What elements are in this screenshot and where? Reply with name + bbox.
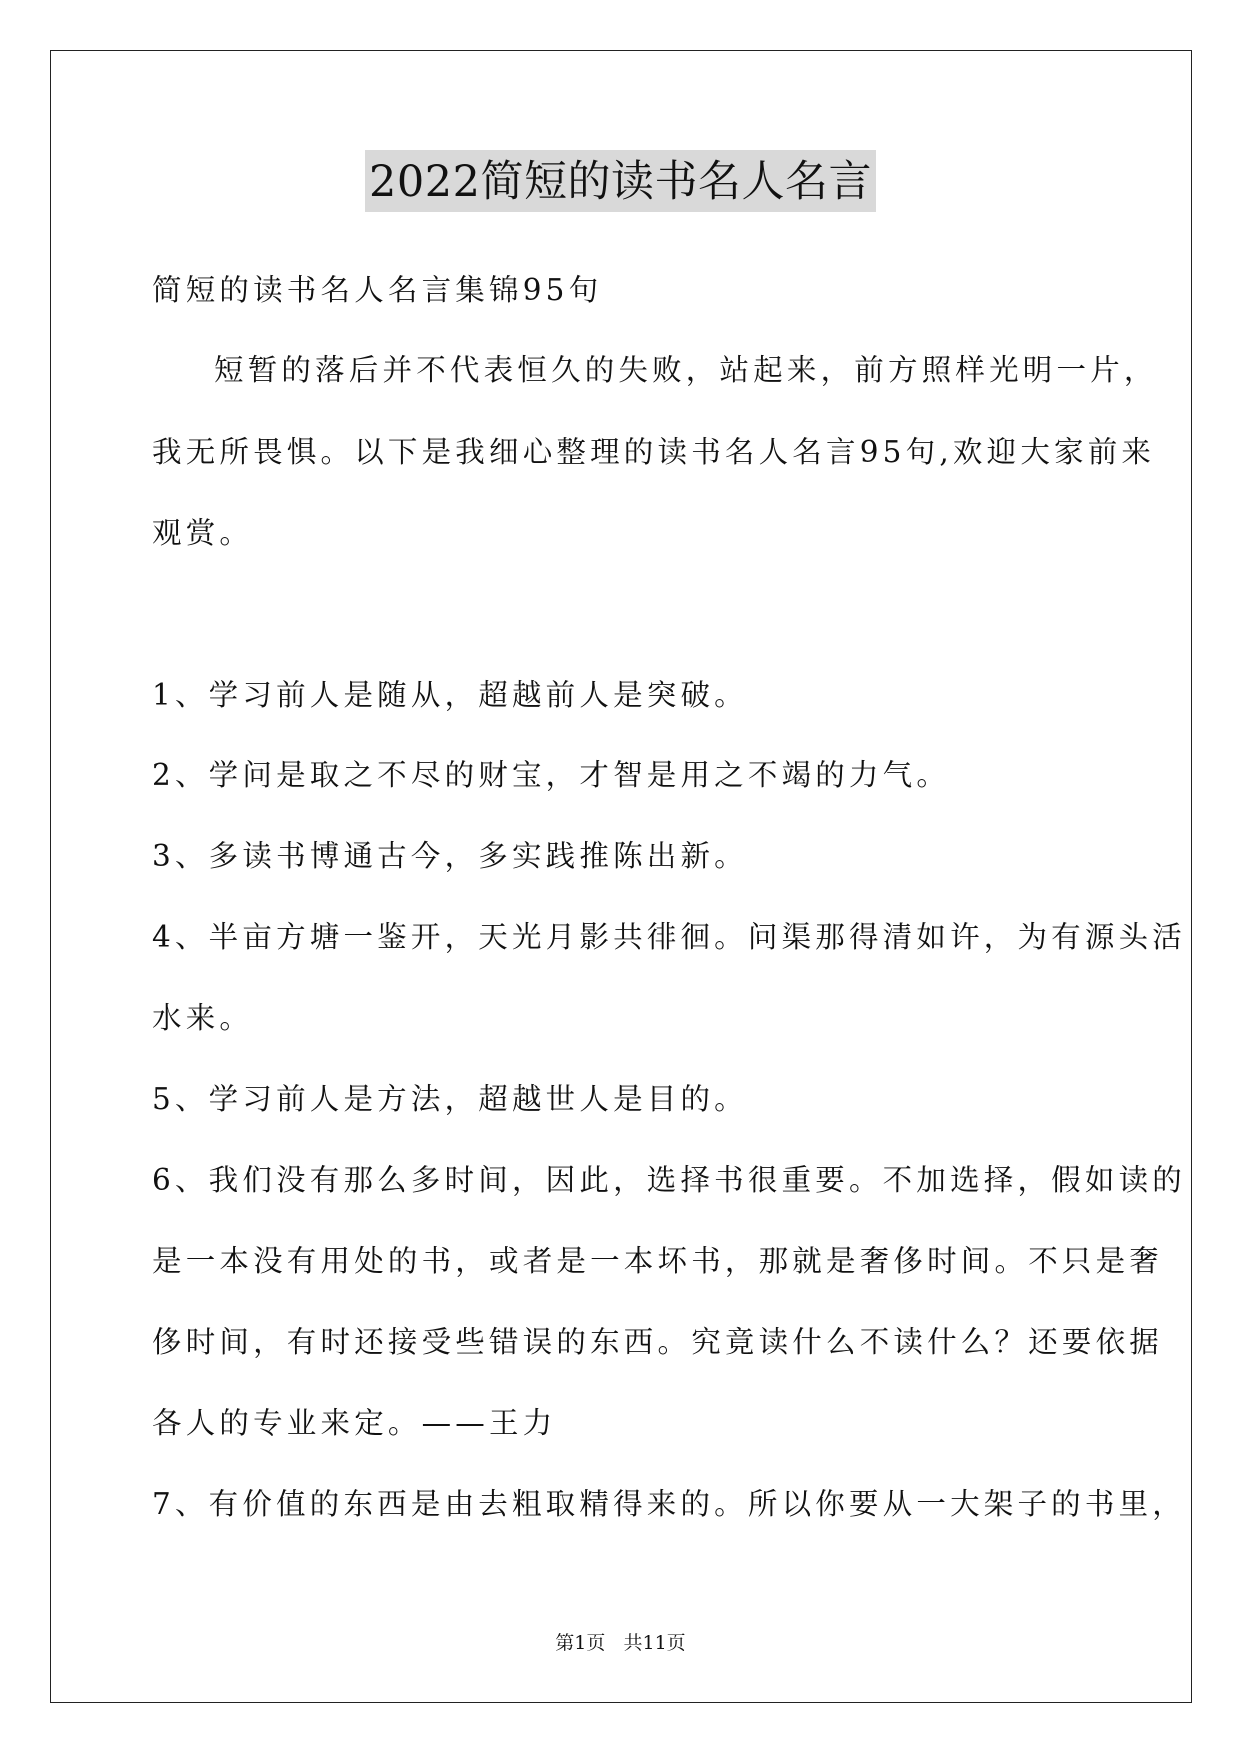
- list-item: 5、学习前人是方法，超越世人是目的。: [152, 1082, 748, 1116]
- title-container: [0, 150, 1241, 212]
- intro-line: 短暂的落后并不代表恒久的失败，站起来，前方照样光明一片，: [214, 353, 1158, 387]
- document-title: 2022简短的读书名人名言: [365, 150, 876, 212]
- list-item: 是一本没有用处的书，或者是一本坏书，那就是奢侈时间。不只是奢: [152, 1244, 1164, 1278]
- list-item: 4、半亩方塘一鉴开，天光月影共徘徊。问渠那得清如许，为有源头活: [152, 920, 1186, 954]
- list-item: 2、学问是取之不尽的财宝，才智是用之不竭的力气。: [152, 758, 951, 792]
- list-item: 各人的专业来定。——王力: [152, 1406, 557, 1440]
- intro-line: 观赏。: [152, 516, 254, 550]
- list-item: 7、有价值的东西是由去粗取精得来的。所以你要从一大架子的书里，: [152, 1487, 1186, 1521]
- page-number-footer: 第1页 共11页: [555, 1632, 686, 1654]
- list-item: 6、我们没有那么多时间，因此，选择书很重要。不加选择，假如读的: [152, 1163, 1186, 1197]
- list-item: 水来。: [152, 1001, 254, 1035]
- document-subtitle: 简短的读书名人名言集锦95句: [152, 273, 603, 307]
- list-item: 侈时间，有时还接受些错误的东西。究竟读什么不读什么？还要依据: [152, 1325, 1164, 1359]
- intro-line: 我无所畏惧。以下是我细心整理的读书名人名言95句,欢迎大家前来: [152, 435, 1156, 469]
- list-item: 3、多读书博通古今，多实践推陈出新。: [152, 839, 748, 873]
- list-item: 1、学习前人是随从，超越前人是突破。: [152, 678, 748, 712]
